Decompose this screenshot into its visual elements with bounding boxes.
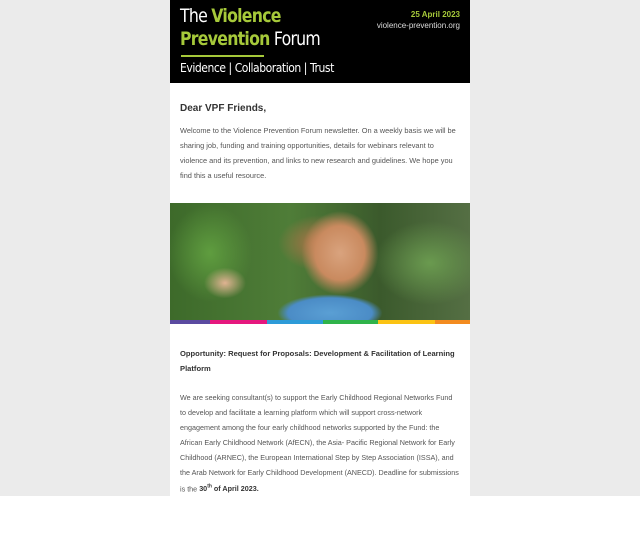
color-bar-segment	[435, 320, 470, 324]
title-the: The	[180, 5, 212, 27]
opportunity-body	[180, 390, 460, 496]
color-bar	[170, 320, 470, 324]
issue-date: 25 April 2023	[410, 10, 460, 19]
intro-section	[170, 83, 470, 201]
deadline-rest: of April 2023.	[211, 484, 259, 494]
forum-logo-title	[180, 5, 320, 51]
website-link[interactable]: violence-prevention.org	[376, 21, 460, 30]
opportunity-title: Opportunity: Request for Proposals: Development & Facilitation of Learning Platform	[180, 349, 455, 373]
title-underline	[181, 55, 264, 57]
newsletter-email	[170, 0, 470, 496]
color-bar-segment	[170, 320, 210, 324]
hero-image	[170, 203, 470, 320]
intro-paragraph: Welcome to the Violence Prevention Forum newsletter. On a weekly basis we will be sharing job, funding and training opportunities, details for webinars relevant to violence and its prevention, and links to new research and guidelines. We hope you find this a useful resource.	[180, 126, 456, 180]
title-violence: Violence	[211, 5, 281, 27]
deadline-day: 30	[199, 484, 208, 494]
color-bar-segment	[378, 320, 435, 324]
color-bar-segment	[267, 320, 323, 324]
opportunity-section	[170, 324, 470, 496]
deadline-date	[199, 484, 259, 493]
newsletter-header	[170, 0, 470, 83]
color-bar-segment	[323, 320, 378, 324]
title-prevention: Prevention	[180, 28, 270, 50]
color-bar-segment	[210, 320, 267, 324]
title-forum: Forum	[269, 28, 321, 50]
greeting: Dear VPF Friends,	[180, 103, 267, 114]
tagline: Evidence | Collaboration | Trust	[180, 61, 334, 75]
deadline-suffix: th	[207, 484, 212, 490]
opportunity-text: We are seeking consultant(s) to support the Early Childhood Regional Networks Fund to develop and facilitate a learning platform which will support cross-network engagement among the four early childhood networks supported by the Fund: the African Early Childhood Network (AfECN), the Asia- Pacific Regional Network for Early Childhood (ARNEC), the European International Step by Step Association (ISSA), and the Arab Network for Early Childhood Development (ANECD). Deadline for submissions is the	[180, 393, 459, 494]
